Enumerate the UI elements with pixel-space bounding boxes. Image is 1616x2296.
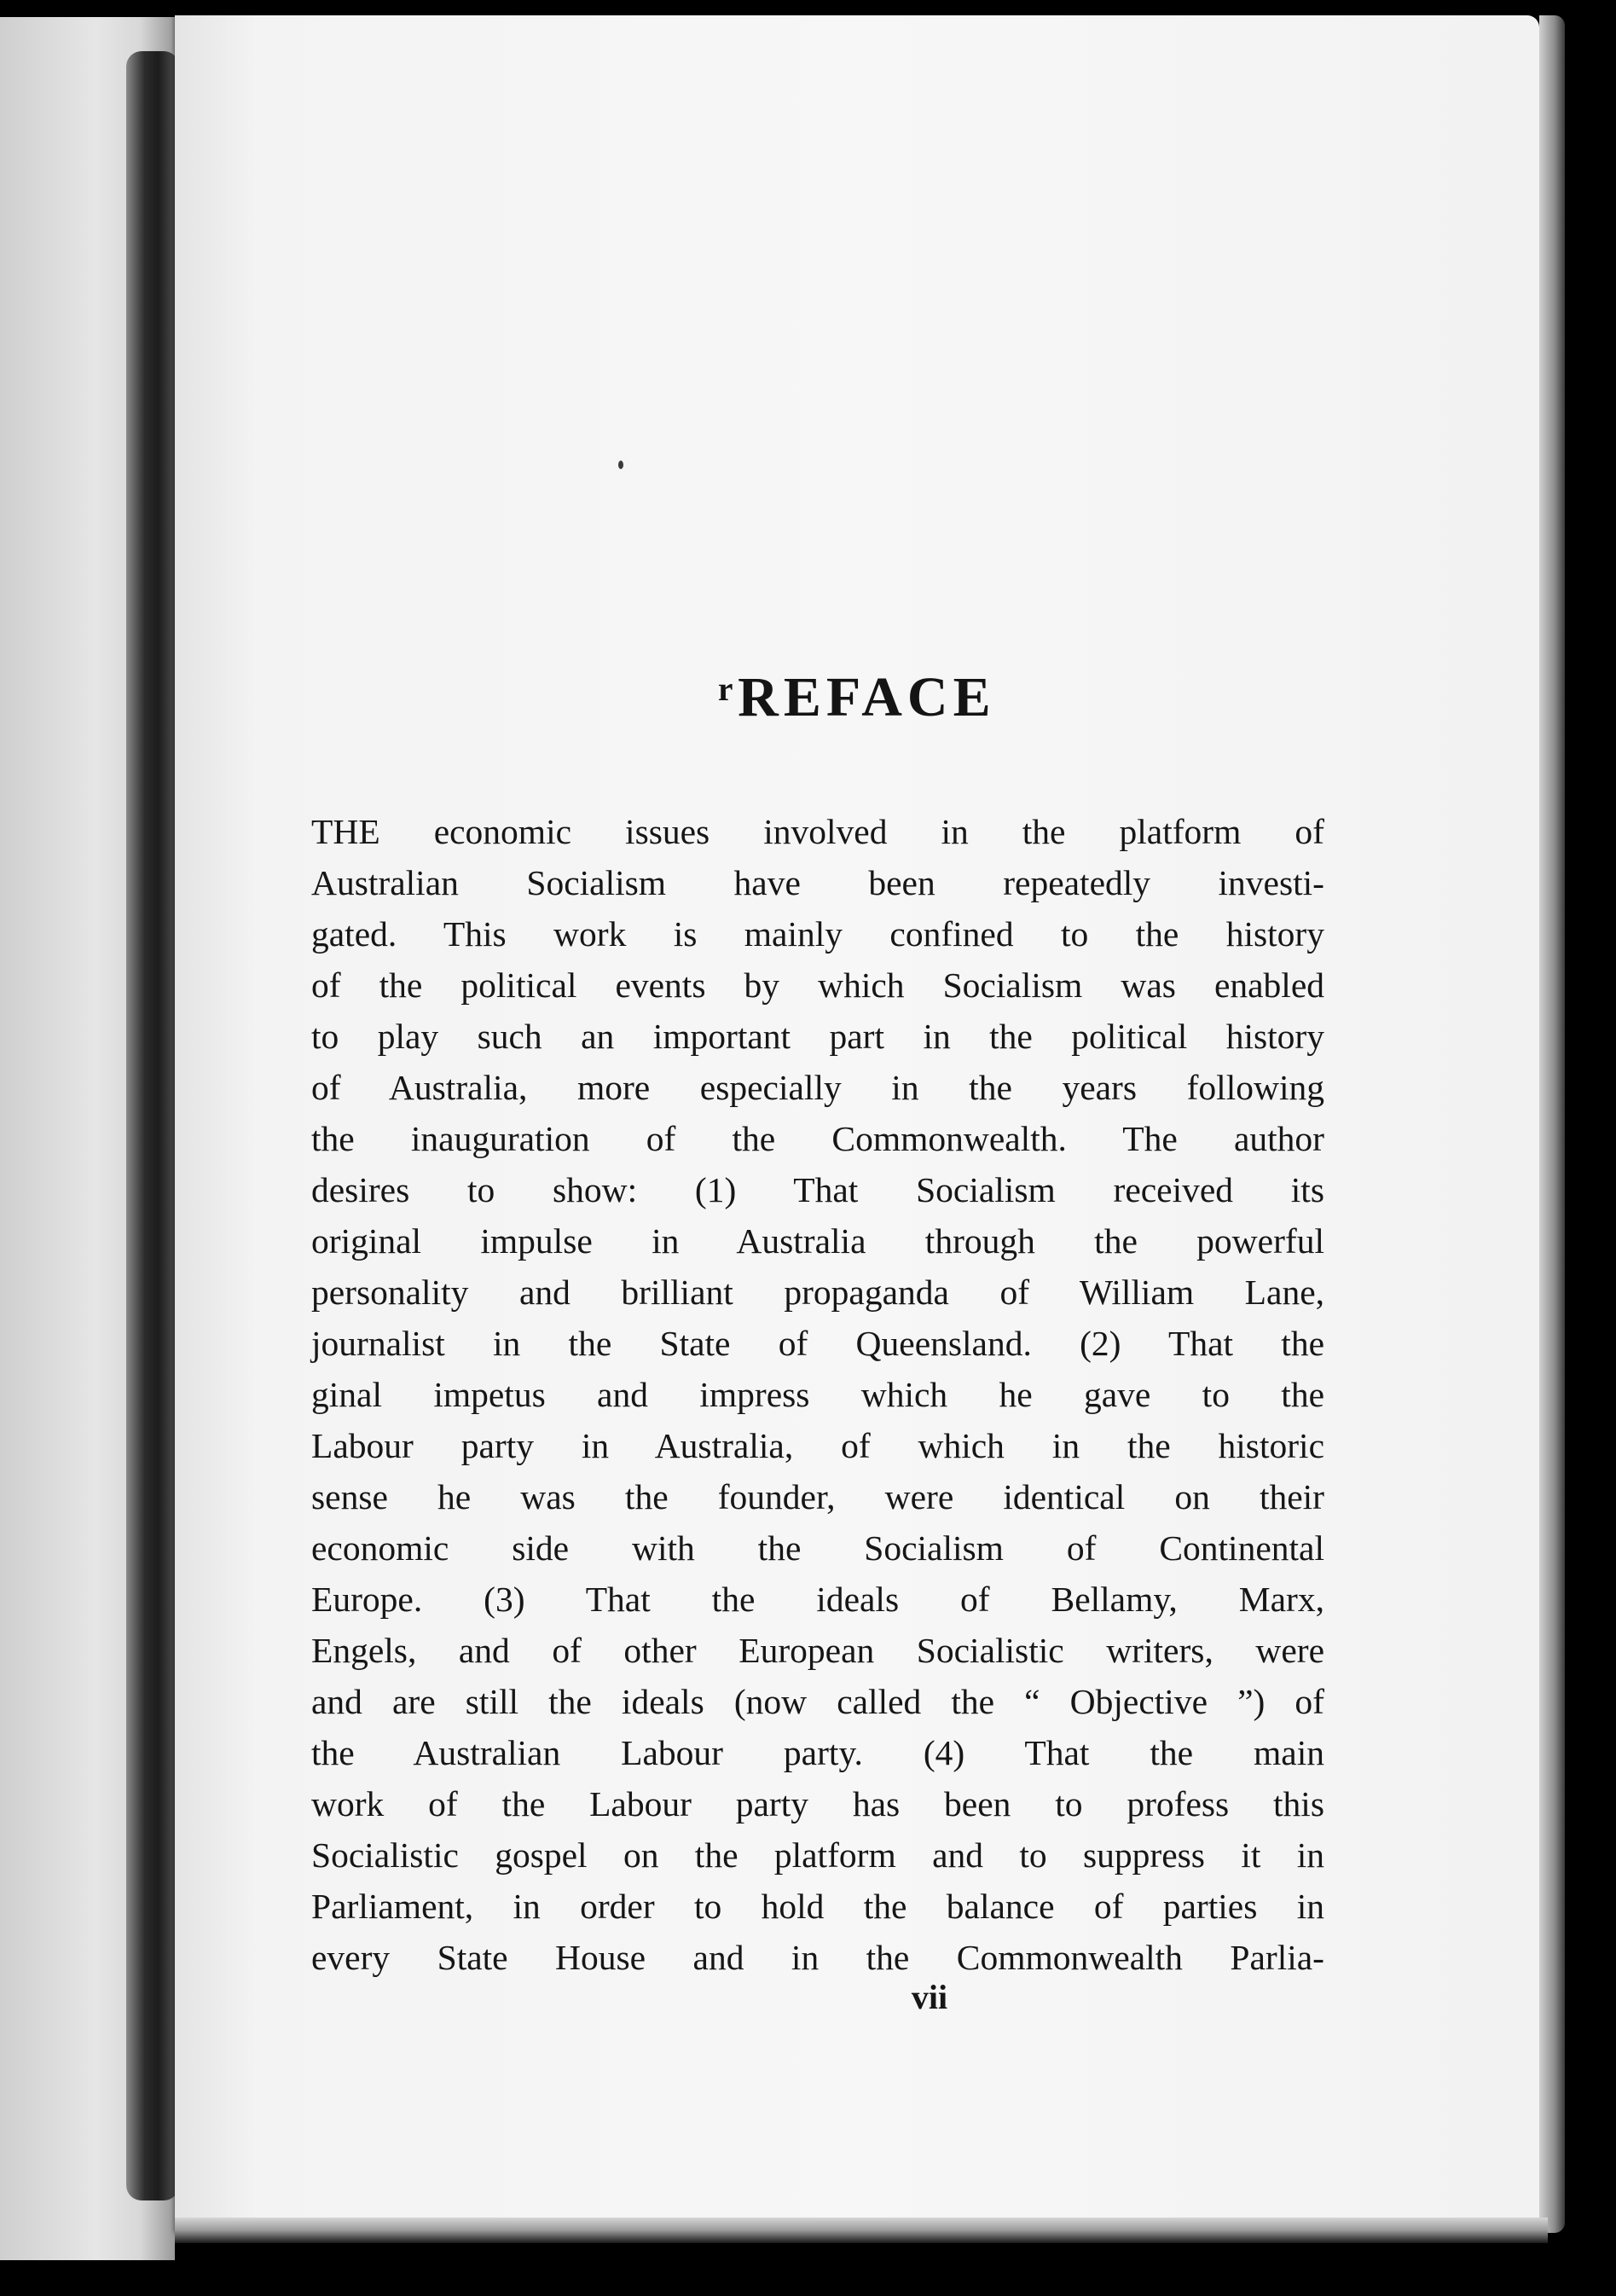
ink-speck <box>618 461 623 469</box>
text-line: economic side with the Socialism of Continental <box>311 1528 1324 1568</box>
text-line: THE economic issues involved in the platform of <box>311 812 1324 851</box>
text-line: every State House and in the Commonwealth Parlia- <box>311 1938 1324 1977</box>
text-line: gated. This work is mainly confined to the history <box>311 914 1324 954</box>
text-line: of Australia, more especially in the years following <box>311 1068 1324 1107</box>
text-line: Parliament, in order to hold the balance of parties in <box>311 1887 1324 1926</box>
text-line: ginal impetus and impress which he gave to the <box>311 1375 1324 1414</box>
book-gutter-shadow <box>126 51 179 2200</box>
page-heading: ʳREFACE <box>718 666 996 728</box>
preface-paragraph <box>311 806 1324 1983</box>
page-bottom-edge <box>175 2218 1548 2243</box>
page-right-edge <box>1539 15 1565 2233</box>
text-line: Engels, and of other European Socialistic writers, were <box>311 1631 1324 1670</box>
text-line: and are still the ideals (now called the “ Objective ”) of <box>311 1682 1324 1721</box>
text-line: desires to show: (1) That Socialism received its <box>311 1170 1324 1209</box>
text-line: personality and brilliant propaganda of William Lane, <box>311 1273 1324 1312</box>
text-line: Socialistic gospel on the platform and to suppress it in <box>311 1835 1324 1875</box>
text-line: Australian Socialism have been repeatedly investi- <box>311 863 1324 902</box>
text-line: Labour party in Australia, of which in the historic <box>311 1426 1324 1465</box>
text-line: the inauguration of the Commonwealth. The author <box>311 1119 1324 1158</box>
text-line: Europe. (3) That the ideals of Bellamy, Marx, <box>311 1580 1324 1619</box>
page-number: vii <box>911 1978 948 2016</box>
text-line: work of the Labour party has been to profess this <box>311 1784 1324 1823</box>
text-line: journalist in the State of Queensland. (2) That the <box>311 1324 1324 1363</box>
text-line: original impulse in Australia through the powerful <box>311 1221 1324 1261</box>
text-line: to play such an important part in the political history <box>311 1017 1324 1056</box>
text-line: sense he was the founder, were identical on their <box>311 1477 1324 1516</box>
text-line: the Australian Labour party. (4) That the main <box>311 1733 1324 1772</box>
text-line: of the political events by which Socialism was enabled <box>311 965 1324 1005</box>
